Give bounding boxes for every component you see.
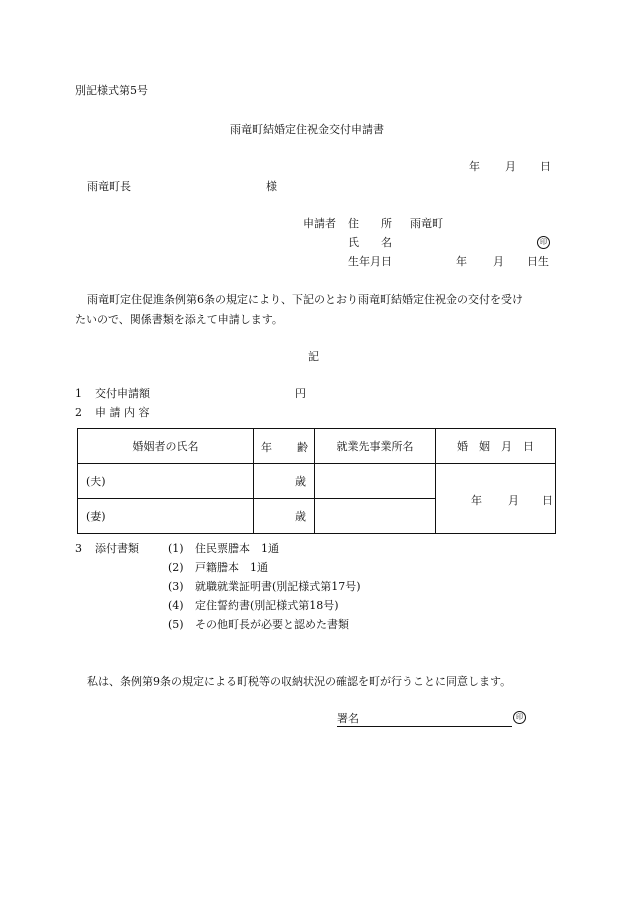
doc-3-num: (3) xyxy=(168,580,184,593)
date-day-label: 日 xyxy=(540,160,551,173)
header-workplace: 就業先事業所名 xyxy=(315,429,436,464)
birth-day-label: 日生 xyxy=(527,255,549,268)
doc-1-num: (1) xyxy=(168,542,184,555)
item3-label: 添付書類 xyxy=(95,542,139,555)
marriage-date-cell xyxy=(436,464,556,534)
birth-year-label: 年 xyxy=(456,255,467,268)
item1-number: 1 xyxy=(75,387,82,400)
signature-seal-icon: 印 xyxy=(513,711,526,724)
item1-unit: 円 xyxy=(295,387,306,400)
body-text-line2: たいので、関係書類を添えて申請します。 xyxy=(75,313,283,326)
row-wife-age-unit: 歳 xyxy=(254,499,315,534)
signature-line xyxy=(337,726,512,727)
signature-label: 署名 xyxy=(337,712,359,725)
doc-4-num: (4) xyxy=(168,599,184,612)
addressee-name: 雨竜町長 xyxy=(87,180,131,193)
doc-3-text: 就職就業証明書(別記様式第17号) xyxy=(195,580,361,593)
header-marriage-date: 婚 姻 月 日 xyxy=(436,429,556,464)
birthdate-label: 生年月日 xyxy=(348,255,392,268)
row-husband-age-unit: 歳 xyxy=(254,464,315,499)
marriage-year-label: 年 xyxy=(471,494,482,507)
application-table xyxy=(77,428,556,534)
header-age-a: 年 xyxy=(261,441,272,454)
date-month-label: 月 xyxy=(505,160,516,173)
doc-5-text: その他町長が必要と認めた書類 xyxy=(195,618,349,631)
row-husband-workplace xyxy=(315,464,436,499)
name-label: 氏 名 xyxy=(348,236,392,249)
table-header-row xyxy=(78,429,556,464)
applicant-seal-icon: 印 xyxy=(537,236,550,249)
header-age-b: 齢 xyxy=(297,441,308,454)
marriage-day-label: 日 xyxy=(542,494,553,507)
consent-text: 私は、条例第9条の規定による町税等の収納状況の確認を町が行うことに同意します。 xyxy=(87,675,512,688)
doc-2-text: 戸籍謄本 1通 xyxy=(195,561,268,574)
header-name: 婚姻者の氏名 xyxy=(78,429,254,464)
item1-label: 交付申請額 xyxy=(95,387,150,400)
item2-label: 申 請 内 容 xyxy=(95,406,150,419)
address-label: 住 所 xyxy=(348,217,392,230)
form-title: 雨竜町結婚定住祝金交付申請書 xyxy=(230,123,384,136)
row-husband-role: (夫) xyxy=(78,464,254,499)
applicant-label: 申請者 xyxy=(303,217,336,230)
addressee-honorific: 様 xyxy=(266,180,277,193)
doc-2-num: (2) xyxy=(168,561,184,574)
ki-heading: 記 xyxy=(308,350,319,363)
address-value: 雨竜町 xyxy=(410,217,443,230)
date-year-label: 年 xyxy=(469,160,480,173)
row-wife-role: (妻) xyxy=(78,499,254,534)
doc-5-num: (5) xyxy=(168,618,184,631)
item3-number: 3 xyxy=(75,542,82,555)
table-row xyxy=(78,464,556,499)
header-age xyxy=(254,429,315,464)
row-wife-workplace xyxy=(315,499,436,534)
marriage-month-label: 月 xyxy=(508,494,519,507)
body-text-line1: 雨竜町定住促進条例第6条の規定により、下記のとおり雨竜町結婚定住祝金の交付を受け xyxy=(87,293,523,306)
birth-month-label: 月 xyxy=(493,255,504,268)
form-number: 別記様式第5号 xyxy=(75,84,148,97)
doc-1-text: 住民票謄本 1通 xyxy=(195,542,279,555)
doc-4-text: 定住誓約書(別記様式第18号) xyxy=(195,599,339,612)
item2-number: 2 xyxy=(75,406,82,419)
